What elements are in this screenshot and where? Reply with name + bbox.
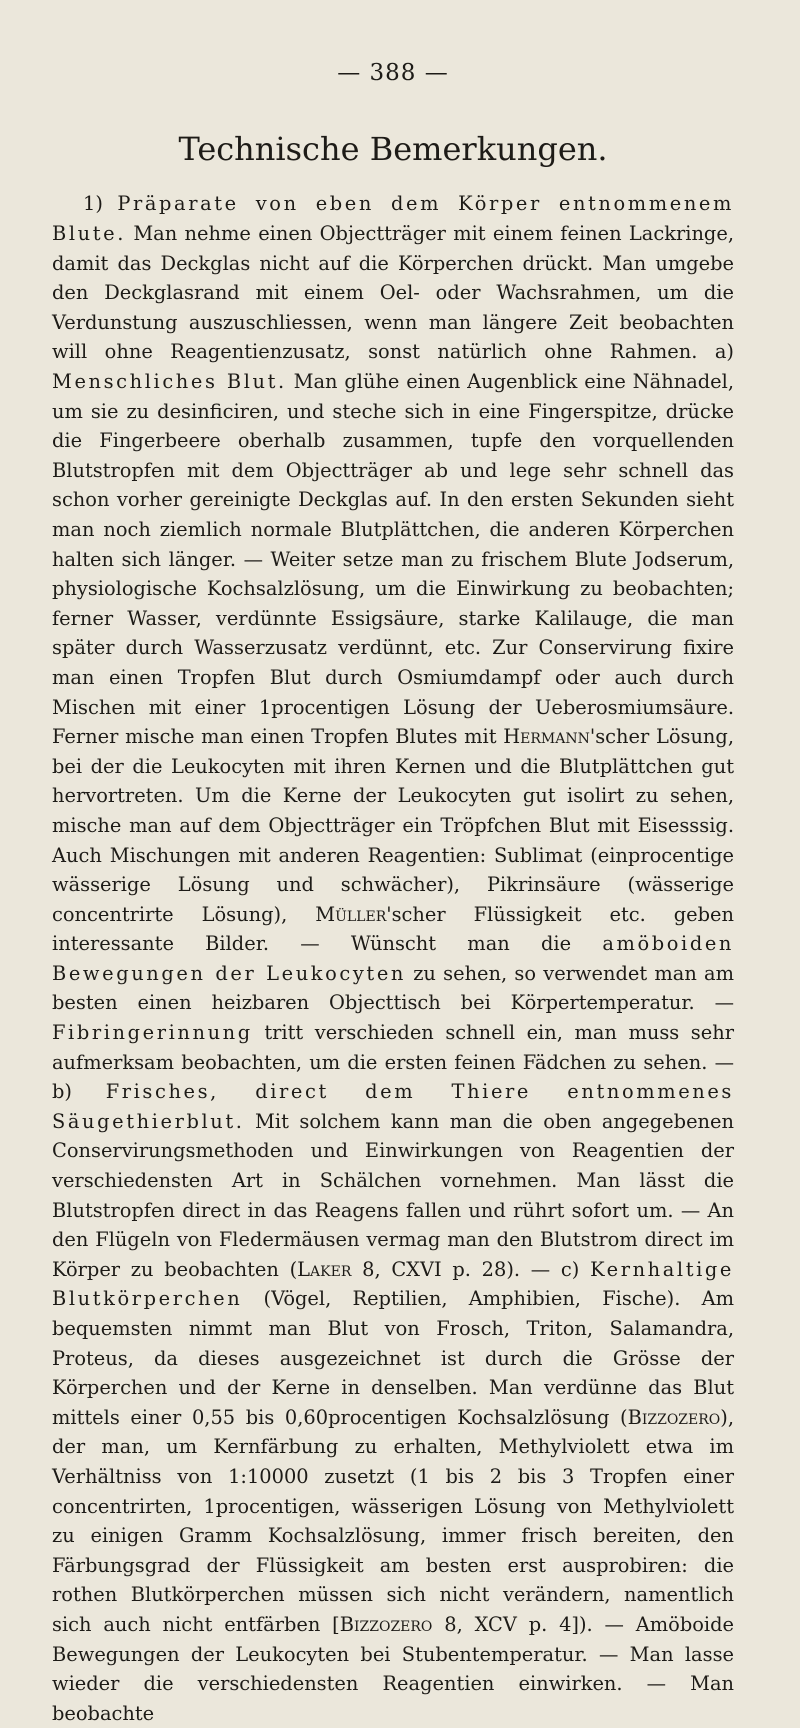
body-text [52, 189, 734, 1728]
text-run: tritt verschieden schnell ein, man muss sehr aufmerksam beobachten, um die ersten feinen Fädchen zu sehen. —b) [52, 1021, 734, 1104]
text-run: (Vögel, Reptilien, Amphibien, Fische). Am bequemsten nimmt man Blut von Frosch, Triton, Salamandra, Proteus, da dieses ausgezeichnet ist durch die Grösse der Körperchen und der Kerne in denselben. Man verdünne das Blut mittels einer 0,55 bis 0,60procentigen Kochsalzlösung ( [52, 1287, 734, 1429]
text-run: 8, CXVI p. 28). — c) [351, 1257, 591, 1281]
author-name: Bizzozero [339, 1612, 433, 1636]
section-title: Technische Bemerkungen. [178, 130, 608, 168]
page-number: — 388 — [337, 60, 449, 86]
text-run: zu sehen, so verwendet man am besten einen heizbaren Objecttisch bei Körpertemperatur. — [52, 961, 734, 1015]
author-name: Hermann [503, 725, 590, 749]
author-name: Laker [297, 1257, 352, 1281]
text-run: Mit solchem kann man die oben angegebenen Conservirungsmethoden und Einwirkungen von Reagentien der verschiedensten Art in Schälchen vornehmen. Man lässt die Blutstropfen direct in das Reagens fallen und rührt sofort um. — An den Flügeln von Fledermäusen vermag man den Blutstrom direct im Körper zu beobachten ( [52, 1109, 734, 1281]
spaced-emphasis: Kernhaltige Blutkörperchen [52, 1257, 734, 1311]
spaced-emphasis: Fibringerinnung [52, 1021, 253, 1045]
author-name: Müller [315, 902, 387, 926]
spaced-emphasis: Präparate von eben dem Körper entnommenem Blute. [52, 192, 734, 246]
text-run: 'scher Lösung, bei der die Leukocyten mit ihren Kernen und die Blutplättchen gut hervortreten. Um die Kerne der Leukocyten gut isolirt zu sehen, mische man auf dem Objectträger ein Tröpfchen Blut mit Eisesssig. Auch Mischungen mit anderen Reagentien: Sublimat (einprocentige wässerige Lösung und schwächer), Pikrinsäure (wässerige concentrirte Lösung), [52, 725, 734, 926]
spaced-emphasis: amöboiden Bewegungen der Leukocyten [52, 932, 734, 985]
text-run: Man glühe einen Augenblick eine Nähnadel, um sie zu desinficiren, und steche sich in eine Fingerspitze, drücke die Fingerbeere oberhalb zusammen, tupfe den vorquellenden Blutstropfen mit dem Objectträger ab und lege sehr schnell das schon vorher gereinigte Deckglas auf. In den ersten Sekunden sieht man noch ziemlich normale Blutplättchen, die anderen Körperchen halten sich länger. — Weiter setze man zu frischem Blute Jodserum, physiologische Kochsalzlösung, um die Einwirkung zu beobachten; ferner Wasser, verdünnte Essigsäure, starke Kalilauge, die man später durch Wasserzusatz verdünnt, etc. Zur Conservirung fixire man einen Tropfen Blut durch Osmiumdampf oder auch durch Mischen mit einer 1procentigen Lösung der Ueberosmiumsäure. Ferner mische man einen Tropfen Blutes mit [52, 370, 735, 749]
text-run: 1) [83, 192, 118, 216]
text-run: 8, XCV p. 4]). — Amöboide Bewegungen der Leukocyten bei Stubentemperatur. — Man lasse wieder die verschiedensten Reagentien einwirken. — Man beobachte [52, 1612, 735, 1725]
spaced-emphasis: Menschliches Blut. [52, 370, 287, 393]
text-run: 'scher Flüssigkeit etc. geben interessante Bilder. — Wünscht man die [52, 902, 734, 956]
author-name: Bizzozero [627, 1405, 721, 1429]
text-run: Man nehme einen Objectträger mit einem feinen Lackringe, damit das Deckglas nicht auf die Körperchen drückt. Man umgebe den Deckglasrand mit einem Oel- oder Wachsrahmen, um die Verdunstung auszuschliessen, wenn man längere Zeit beobachten will ohne Reagentienzusatz, sonst natürlich ohne Rahmen. a) [52, 222, 734, 364]
text-run: ), der man, um Kernfärbung zu erhalten, Methylviolett etwa im Verhältniss von 1:10000 zusetzt (1 bis 2 bis 3 Tropfen einer concentrirten, 1procentigen, wässerigen Lösung von Methylviolett zu einigen Gramm Kochsalzlösung, immer frisch bereiten, den Färbungsgrad der Flüssigkeit am besten erst ausprobiren: die rothen Blutkörperchen müssen sich nicht verändern, namentlich sich auch nicht entfärben [ [52, 1405, 734, 1636]
spaced-emphasis: Frisches, direct dem Thiere entnommenes Säugethierblut. [52, 1080, 734, 1133]
paragraph [52, 189, 734, 1728]
